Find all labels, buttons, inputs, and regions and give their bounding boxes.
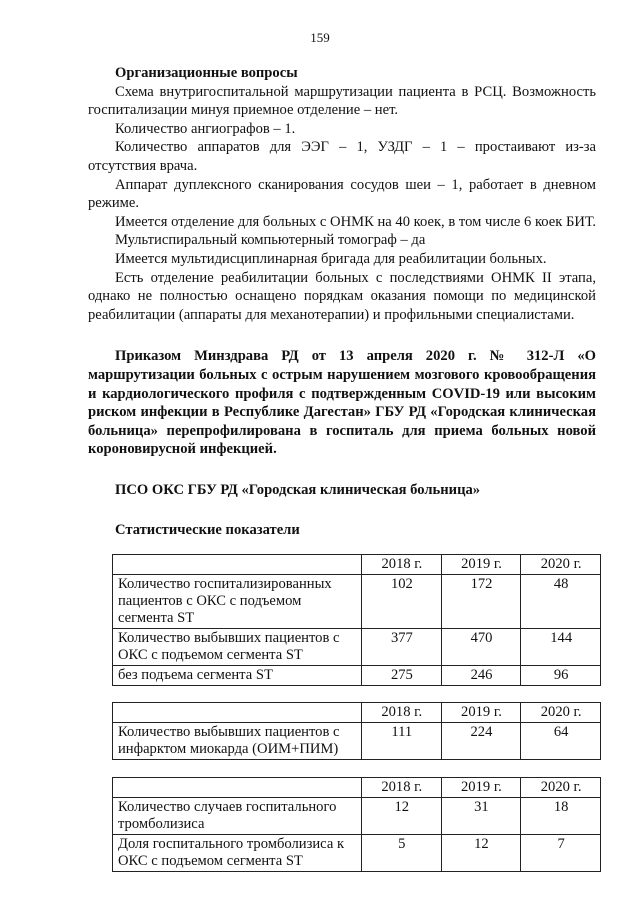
year-header: 2019 г.	[441, 703, 521, 723]
paragraph: Количество ангиографов – 1.	[115, 120, 296, 137]
table-header-row	[113, 778, 601, 798]
stats-title: Статистические показатели	[115, 522, 300, 539]
year-header: 2019 г.	[441, 555, 521, 575]
year-header: 2018 г.	[361, 703, 441, 723]
paragraph: Количество аппаратов для ЭЭГ – 1, УЗДГ – 1 – простаивают из-за отсутствия врача.	[88, 139, 596, 174]
cell-value: 224	[441, 723, 521, 760]
cell-value: 7	[521, 835, 601, 872]
page-number: 159	[310, 30, 330, 45]
paragraph: Есть отделение реабилитации больных с последствиями ОНМК II этапа, однако не полностью оснащено порядкам оказания помощи по медицинской реабилитации (аппараты для механотерапии) и профильными специалистами.	[88, 269, 596, 323]
table-row	[113, 575, 601, 629]
cell-value: 246	[441, 666, 521, 686]
cell-value: 12	[361, 798, 441, 835]
year-header: 2020 г.	[521, 703, 601, 723]
paragraph: Имеется отделение для больных с ОНМК на 40 коек, в том числе 6 коек БИТ.	[115, 213, 597, 230]
stats-table-hospitalization	[112, 554, 601, 686]
table-row	[113, 629, 601, 666]
table-row	[113, 666, 601, 686]
cell-value: 12	[441, 835, 521, 872]
cell-value: 144	[521, 629, 601, 666]
org-heading: Организационные вопросы	[115, 65, 298, 81]
table-row	[113, 798, 601, 835]
section-title: ПСО ОКС ГБУ РД «Городская клиническая больница»	[115, 481, 481, 498]
table-row	[113, 835, 601, 872]
cell-value: 172	[441, 575, 521, 629]
table-header-row	[113, 555, 601, 575]
row-label: Количество выбывших пациентов с ОКС с подъемом сегмента ST	[113, 629, 362, 666]
row-label: Количество госпитализированных пациентов с ОКС с подъемом сегмента ST	[113, 575, 362, 629]
cell-value: 102	[362, 575, 442, 629]
paragraph: Мультиспиральный компьютерный томограф – да	[115, 232, 426, 249]
stats-table-infarction	[112, 702, 601, 760]
paragraph: Схема внутригоспитальной маршрутизации пациента в РСЦ. Возможность госпитализации минуя приемное отделение – нет.	[88, 83, 596, 119]
year-header: 2020 г.	[521, 778, 601, 798]
year-header: 2018 г.	[361, 778, 441, 798]
table-corner-cell	[113, 555, 362, 575]
year-header: 2018 г.	[362, 555, 442, 575]
cell-value: 5	[361, 835, 441, 872]
year-header: 2020 г.	[521, 555, 601, 575]
cell-value: 64	[521, 723, 601, 760]
year-header: 2019 г.	[441, 778, 521, 798]
row-label: Количество выбывших пациентов с инфарктом миокарда (ОИМ+ПИМ)	[113, 723, 362, 760]
cell-value: 31	[441, 798, 521, 835]
table-header-row	[113, 703, 601, 723]
paragraph: Имеется мультидисциплинарная бригада для реабилитации больных.	[115, 250, 547, 267]
stats-table-thrombolysis	[112, 777, 601, 872]
row-label: без подъема сегмента ST	[113, 666, 362, 686]
cell-value: 275	[362, 666, 442, 686]
cell-value: 111	[361, 723, 441, 760]
cell-value: 377	[362, 629, 442, 666]
cell-value: 96	[521, 666, 601, 686]
row-label: Доля госпитального тромболизиса к ОКС с подъемом сегмента ST	[113, 835, 362, 872]
row-label: Количество случаев госпитального тромболизиса	[113, 798, 362, 835]
cell-value: 18	[521, 798, 601, 835]
paragraph: Аппарат дуплексного сканирования сосудов шеи – 1, работает в дневном режиме.	[88, 176, 596, 212]
table-row	[113, 723, 601, 760]
document-body	[88, 64, 596, 872]
table-corner-cell	[113, 778, 362, 798]
cell-value: 470	[441, 629, 521, 666]
order-paragraph: Приказом Минздрава РД от 13 апреля 2020 г. № 312-Л «О маршрутизации больных с острым нарушением мозгового кровообращения и кардиологического профиля с подтвержденным COVID-19 или высоким риском инфекции в Республике Дагестан» ГБУ РД «Городская клиническая больница» перепрофилирована в госпиталь для приема больных новой короновирусной инфекцией.	[88, 348, 596, 458]
table-corner-cell	[113, 703, 362, 723]
cell-value: 48	[521, 575, 601, 629]
